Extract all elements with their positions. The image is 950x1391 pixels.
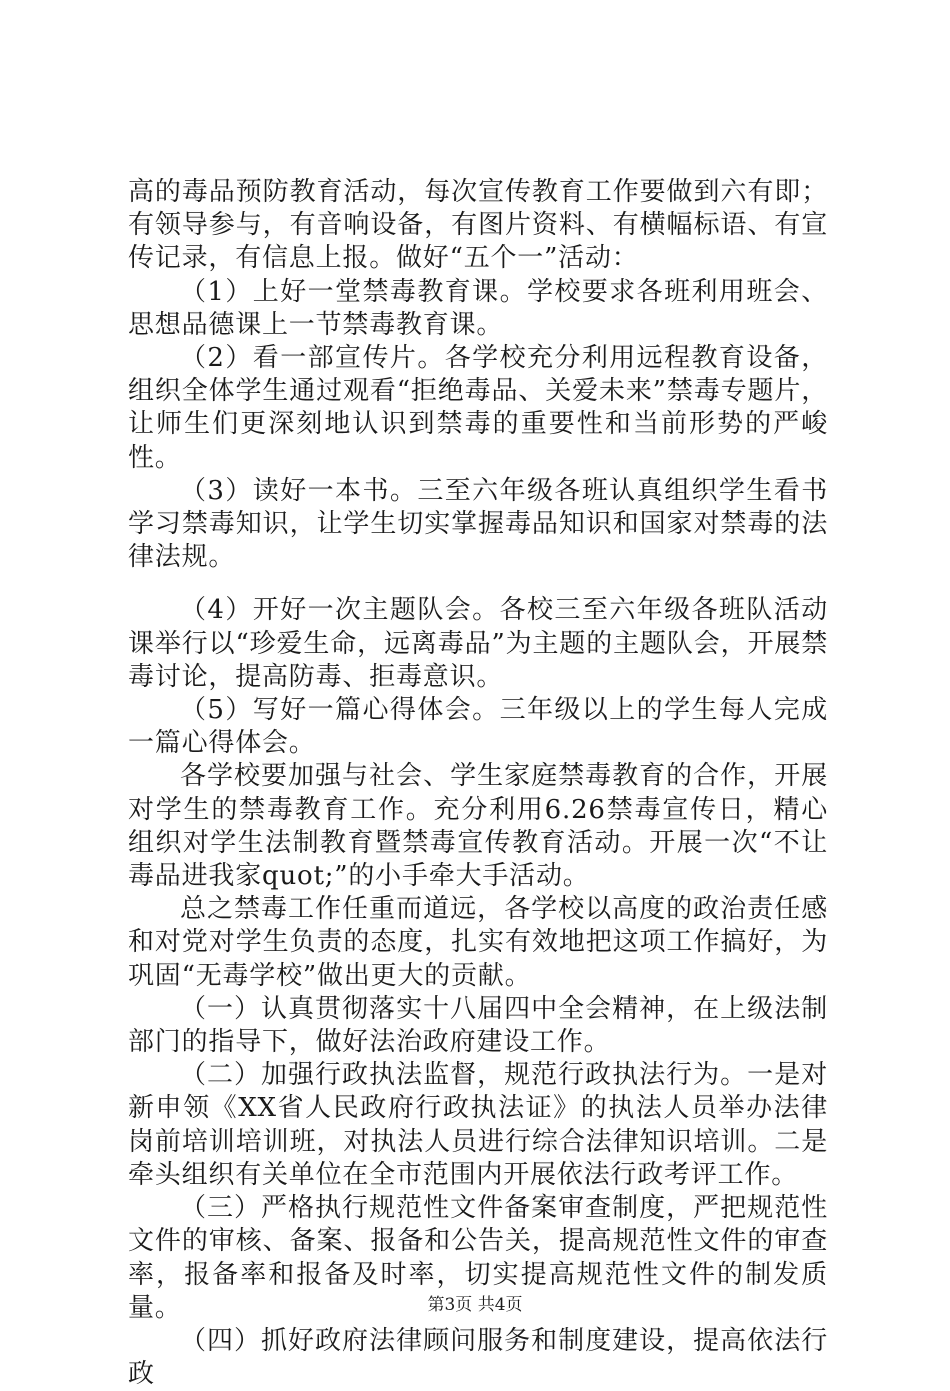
paragraph-7: 各学校要加强与社会、学生家庭禁毒教育的合作，开展对学生的禁毒教育工作。充分利用6.26禁毒宣传日，精心组织对学生法制教育暨禁毒宣传教育活动。开展一次“不让毒品进我家quot;”的小手牵大手活动。 [128, 761, 828, 892]
paragraph-1: 高的毒品预防教育活动，每次宣传教育工作要做到六有即；有领导参与，有音响设备，有图片资料、有横幅标语、有宣传记录，有信息上报。做好“五个一”活动： [128, 177, 828, 274]
paragraph-10: （二）加强行政执法监督，规范行政执法行为。一是对新申领《XX省人民政府行政执法证》的执法人员举办法律岗前培训培训班，对执法人员进行综合法律知识培训。二是牵头组织有关单位在全市范围内开展依法行政考评工作。 [128, 1060, 828, 1190]
paragraph-11: （三）严格执行规范性文件备案审查制度，严把规范性文件的审核、备案、报备和公告关，提高规范性文件的审查率，报备率和报备及时率，切实提高规范性文件的制发质量。 [128, 1193, 828, 1323]
paragraph-6: （5）写好一篇心得体会。三年级以上的学生每人完成一篇心得体会。 [128, 695, 828, 759]
paragraph-5: （4）开好一次主题队会。各校三至六年级各班队活动课举行以“珍爱生命，远离毒品”为主题的主题队会，开展禁毒讨论，提高防毒、拒毒意识。 [128, 595, 828, 692]
paragraph-8: 总之禁毒工作任重而道远，各学校以高度的政治责任感和对党对学生负责的态度，扎实有效地把这项工作搞好，为巩固“无毒学校”做出更大的贡献。 [128, 894, 828, 991]
paragraph-4: （3）读好一本书。三至六年级各班认真组织学生看书学习禁毒知识，让学生切实掌握毒品知识和国家对禁毒的法律法规。 [128, 475, 828, 573]
paragraph-9: （一）认真贯彻落实十八届四中全会精神，在上级法制部门的指导下，做好法治政府建设工作。 [128, 993, 828, 1058]
paragraph-2: （1）上好一堂禁毒教育课。学校要求各班利用班会、思想品德课上一节禁毒教育课。 [128, 276, 828, 340]
paragraph-3: （2）看一部宣传片。各学校充分利用远程教育设备，组织全体学生通过观看“拒绝毒品、关爱未来”禁毒专题片，让师生们更深刻地认识到禁毒的重要性和当前形势的严峻性。 [128, 343, 828, 473]
paragraph-12: （四）抓好政府法律顾问服务和制度建设，提高依法行政 [128, 1325, 828, 1390]
paragraph-gap [128, 574, 828, 594]
document-body [128, 176, 828, 1391]
page-number-footer: 第3页 共4页 [427, 1295, 523, 1315]
